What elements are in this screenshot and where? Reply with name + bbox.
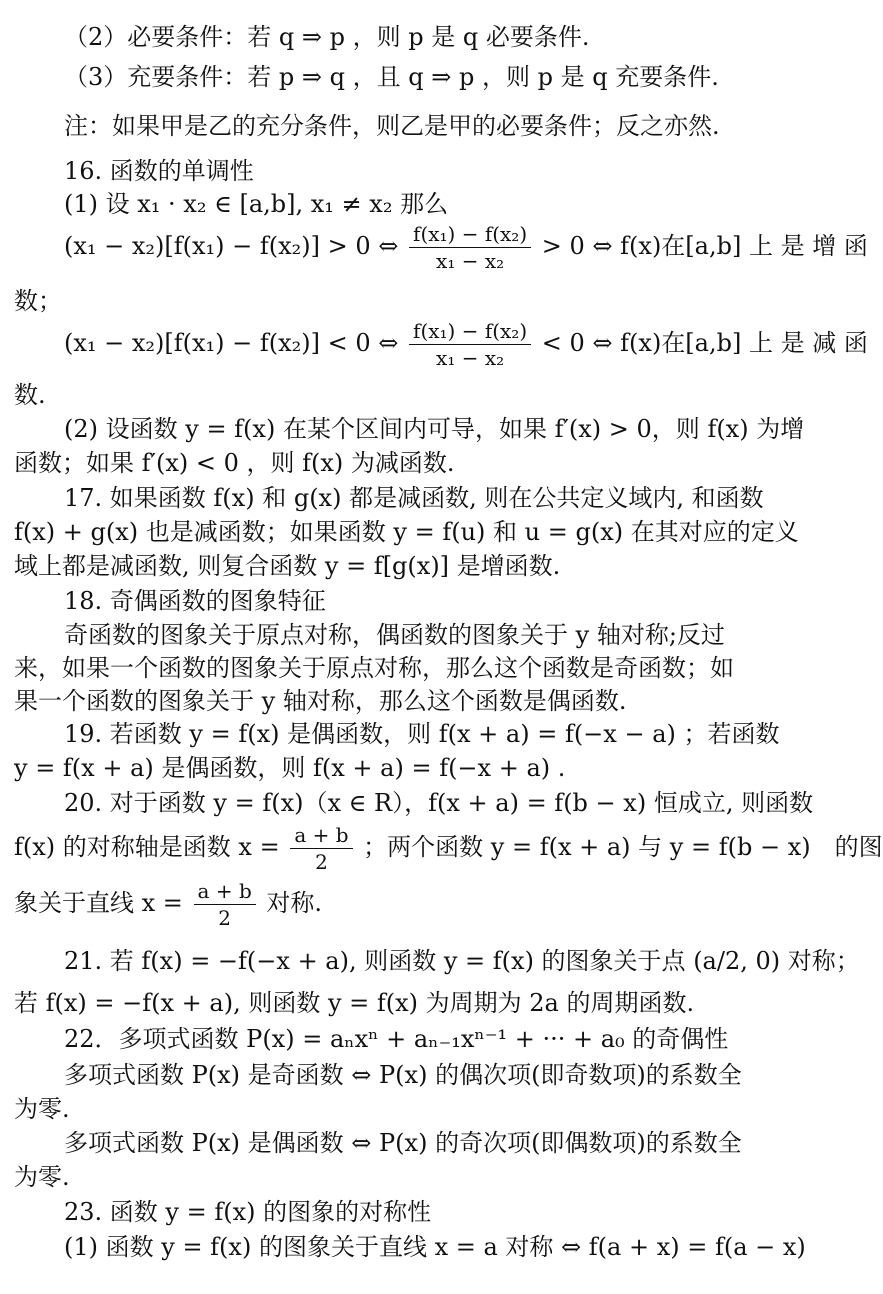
increasing-fraction-den: x₁ − x₂: [436, 249, 505, 273]
decreasing-right: < 0 ⇔ f(x)在[a,b] 上 是 减 函: [541, 329, 868, 357]
section-20-line-1: 20. 对于函数 y = f(x)（x ∈ R），f(x + a) = f(b − x) 恒成立, 则函数: [64, 789, 814, 817]
section-19-line-1: 19. 若函数 y = f(x) 是偶函数，则 f(x + a) = f(−x − a) ；若函数: [64, 720, 780, 748]
decreasing-fraction: [409, 321, 531, 368]
necessary-sufficient-condition: （3）充要条件：若 p ⇒ q ，且 q ⇒ p ，则 p 是 q 充要条件.: [64, 63, 719, 91]
section-17-line-1: 17. 如果函数 f(x) 和 g(x) 都是减函数, 则在公共定义域内, 和函数: [64, 484, 764, 512]
section-18-line-3: 果一个函数的图象关于 y 轴对称，那么这个函数是偶函数.: [14, 687, 627, 715]
decreasing-formula: [64, 321, 868, 368]
section-21-line-1: 21. 若 f(x) = −f(−x + a), 则函数 y = f(x) 的图象关于点 (a/2, 0) 对称；: [64, 947, 860, 975]
section-20-fraction-2: [194, 881, 256, 928]
section-19-line-2: y = f(x + a) 是偶函数，则 f(x + a) = f(−x + a) .: [14, 754, 566, 782]
section-20-fraction-den: 2: [315, 850, 328, 874]
decreasing-fraction-den: x₁ − x₂: [436, 346, 505, 370]
section-20-fraction-2-den: 2: [218, 906, 232, 930]
decreasing-tail: 数.: [14, 381, 46, 409]
section-22-odd-line-1: 多项式函数 P(x) 是奇函数 ⇔ P(x) 的偶次项(即奇数项)的系数全: [64, 1061, 742, 1089]
section-17-line-3: 域上都是减函数, 则复合函数 y = f[g(x)] 是增函数.: [14, 552, 561, 580]
increasing-fraction-num: f(x₁) − f(x₂): [409, 224, 531, 248]
decreasing-fraction-num: f(x₁) − f(x₂): [409, 321, 531, 345]
section-22-odd-line-2: 为零.: [14, 1095, 70, 1123]
section-22-even-line-2: 为零.: [14, 1163, 70, 1191]
section-16-heading: 16. 函数的单调性: [64, 157, 254, 185]
note-line: 注：如果甲是乙的充分条件，则乙是甲的必要条件；反之亦然.: [64, 112, 720, 140]
section-20-axis-text: f(x) 的对称轴是函数 x =: [14, 833, 280, 861]
section-22-even-line-1: 多项式函数 P(x) 是偶函数 ⇔ P(x) 的奇次项(即偶数项)的系数全: [64, 1129, 742, 1157]
section-23-line-1: (1) 函数 y = f(x) 的图象关于直线 x = a 对称 ⇔ f(a + x) = f(a − x): [64, 1233, 806, 1261]
monotonic-setup: (1) 设 x₁ · x₂ ∈ [a,b], x₁ ≠ x₂ 那么: [64, 190, 449, 218]
section-20-symmetry-tail: 对称.: [266, 889, 323, 917]
section-21-line-2: 若 f(x) = −f(x + a), 则函数 y = f(x) 为周期为 2a 的周期函数.: [14, 989, 695, 1017]
section-20-line-2: [14, 824, 883, 872]
increasing-formula: [64, 224, 868, 271]
section-17-line-2: f(x) + g(x) 也是减函数；如果函数 y = f(u) 和 u = g(x) 在其对应的定义: [14, 518, 799, 546]
section-22-heading: 22．多项式函数 P(x) = aₙxⁿ + aₙ₋₁xⁿ⁻¹ + ··· + a₀ 的奇偶性: [64, 1025, 729, 1053]
section-18-line-2: 来，如果一个函数的图象关于原点对称，那么这个函数是奇函数；如: [14, 654, 734, 682]
increasing-fraction: [409, 224, 531, 271]
section-18-line-1: 奇函数的图象关于原点对称，偶函数的图象关于 y 轴对称;反过: [64, 621, 725, 649]
derivative-line-2: 函数；如果 f′(x) < 0 ，则 f(x) 为减函数.: [14, 449, 455, 477]
derivative-line-1: (2) 设函数 y = f(x) 在某个区间内可导，如果 f′(x) > 0，则 f(x) 为增: [64, 415, 805, 443]
section-20-line-3: [14, 880, 322, 928]
section-20-symmetry-text: 象关于直线 x =: [14, 889, 183, 917]
increasing-left: (x₁ − x₂)[f(x₁) − f(x₂)] > 0 ⇔: [64, 232, 399, 260]
section-20-fraction-2-num: a + b: [194, 881, 256, 905]
section-20-fraction: [290, 825, 352, 872]
section-18-heading: 18. 奇偶函数的图象特征: [64, 587, 326, 615]
section-20-fraction-num: a + b: [290, 825, 352, 849]
section-20-two-functions: ；两个函数 y = f(x + a) 与 y = f(b − x) 的图: [363, 833, 883, 861]
increasing-tail: 数；: [14, 287, 62, 315]
necessary-condition: （2）必要条件：若 q ⇒ p ，则 p 是 q 必要条件.: [64, 23, 590, 51]
section-23-heading: 23. 函数 y = f(x) 的图象的对称性: [64, 1198, 432, 1226]
decreasing-left: (x₁ − x₂)[f(x₁) − f(x₂)] < 0 ⇔: [64, 329, 399, 357]
increasing-right: > 0 ⇔ f(x)在[a,b] 上 是 增 函: [541, 232, 868, 260]
